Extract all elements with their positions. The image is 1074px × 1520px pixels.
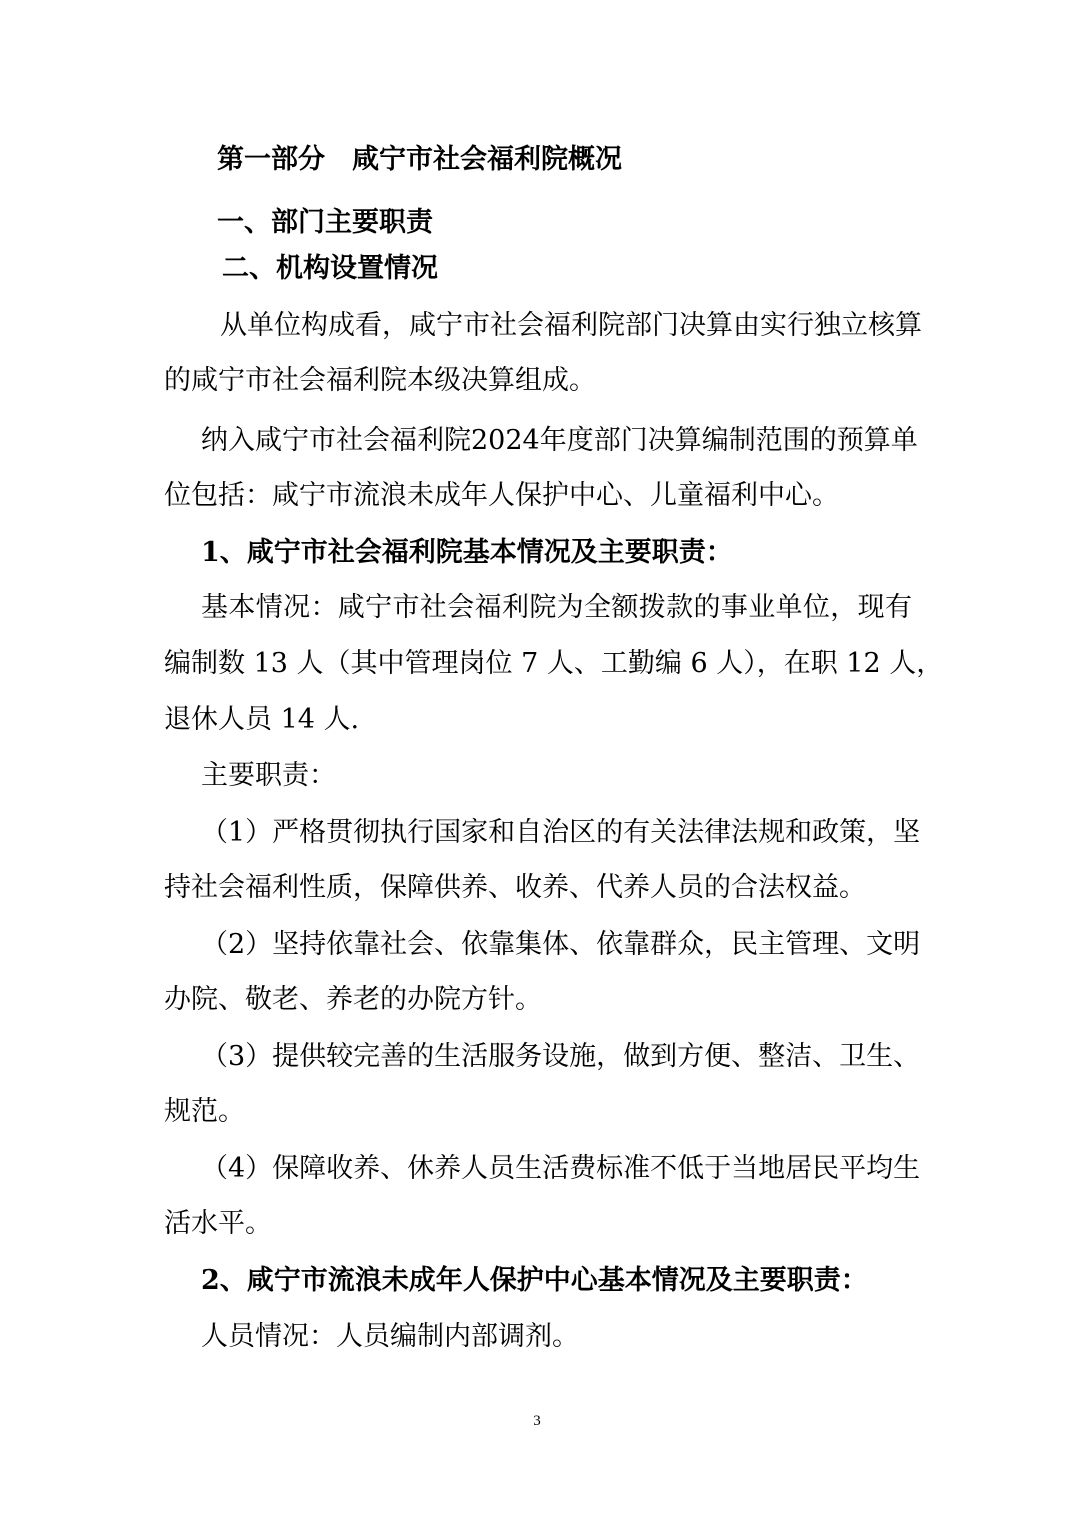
duty-item: 活水平。 — [164, 1208, 272, 1239]
paragraph-line: 的咸宁市社会福利院本级决算组成。 — [164, 365, 596, 396]
duty-item: 持社会福利性质，保障供养、收养、代养人员的合法权益。 — [164, 872, 866, 903]
subheading-welfare-institute: 1、咸宁市社会福利院基本情况及主要职责： — [201, 537, 733, 568]
duty-item: 办院、敬老、养老的办院方针。 — [164, 984, 542, 1015]
paragraph-line: 编制数 13 人（其中管理岗位 7 人、工勤编 6 人），在职 12 人， — [164, 648, 944, 679]
paragraph-line: 位包括：咸宁市流浪未成年人保护中心、儿童福利中心。 — [164, 480, 839, 511]
page-number: 3 — [533, 1413, 541, 1429]
paragraph-line: 退休人员 14 人. — [164, 704, 360, 735]
heading-organization-setup: 二、机构设置情况 — [222, 253, 438, 284]
part-title: 第一部分 咸宁市社会福利院概况 — [217, 144, 622, 175]
duty-item: （4）保障收养、休养人员生活费标准不低于当地居民平均生 — [201, 1153, 921, 1184]
duty-item: （1）严格贯彻执行国家和自治区的有关法律法规和政策，坚 — [201, 817, 921, 848]
paragraph-line: 纳入咸宁市社会福利院2024年度部门决算编制范围的预算单 — [201, 425, 918, 456]
heading-department-duties: 一、部门主要职责 — [217, 207, 433, 238]
paragraph-line: 基本情况：咸宁市社会福利院为全额拨款的事业单位，现有 — [201, 592, 912, 623]
duty-item: （2）坚持依靠社会、依靠集体、依靠群众，民主管理、文明 — [201, 929, 921, 960]
duty-item: （3）提供较完善的生活服务设施，做到方便、整洁、卫生、 — [201, 1041, 921, 1072]
duty-item: 规范。 — [164, 1096, 245, 1127]
duties-label: 主要职责： — [201, 760, 336, 791]
paragraph-line: 从单位构成看，咸宁市社会福利院部门决算由实行独立核算 — [220, 310, 922, 341]
subheading-minor-protection-center: 2、咸宁市流浪未成年人保护中心基本情况及主要职责： — [201, 1265, 868, 1296]
staff-info: 人员情况：人员编制内部调剂。 — [201, 1321, 579, 1352]
